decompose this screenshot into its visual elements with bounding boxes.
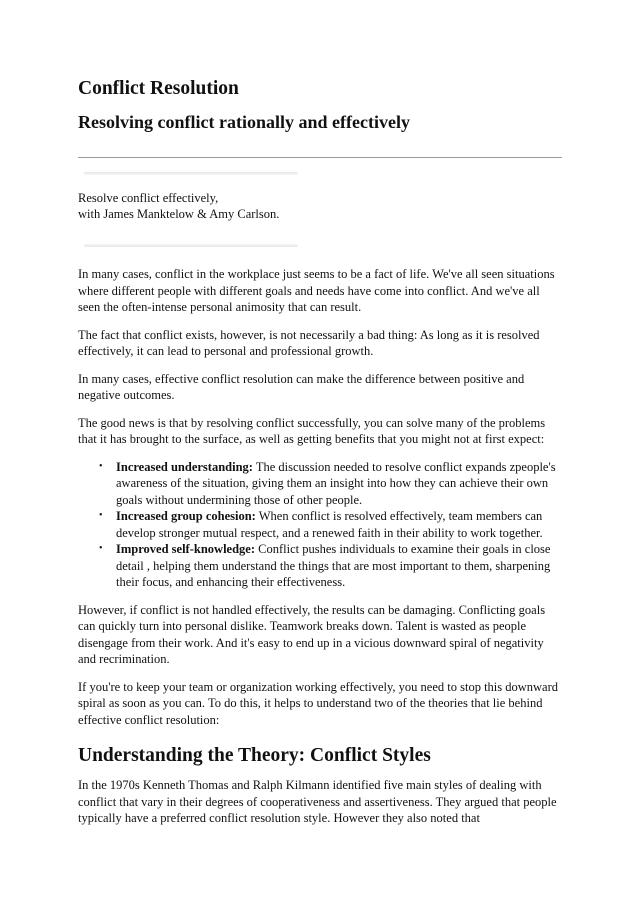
header-divider bbox=[78, 157, 562, 158]
paragraph-conflict-exists: The fact that conflict exists, however, is not necessarily a bad thing: As long as it is resolved effectively, it can lead to personal and professional growth. bbox=[78, 327, 540, 358]
video-embed[interactable] bbox=[78, 172, 562, 248]
benefit-text: The discussion needed to resolve conflict expands zpeople's awareness of the situation, giving them an insight into how they can achieve their own goals without undermining those of other people. bbox=[116, 459, 556, 507]
video-caption bbox=[78, 191, 279, 222]
paragraph-intro: In many cases, conflict in the workplace just seems to be a fact of life. We've all seen situations where different people with different goals and needs have come into conflict. And we've all seen the often-intense personal animosity that can result. bbox=[78, 267, 555, 314]
bullet-icon: • bbox=[99, 510, 103, 521]
paragraph-outcomes: In many cases, effective conflict resolution can make the difference between positive and negative outcomes. bbox=[78, 371, 525, 402]
paragraph-good-news: The good news is that by resolving conflict successfully, you can solve many of the problems that it has brought to the surface, as well as getting benefits that you might not at first expect: bbox=[78, 415, 546, 446]
benefits-list bbox=[78, 459, 562, 591]
bullet-icon: • bbox=[99, 543, 103, 554]
paragraph-downward-spiral: If you're to keep your team or organization working effectively, you need to stop this downward spiral as soon as you can. To do this, it helps to understand two of the theories that lie behind effective conflict resolution: bbox=[78, 679, 559, 727]
benefit-term: Increased group cohesion: bbox=[116, 509, 256, 523]
list-item bbox=[99, 541, 562, 591]
benefit-text: Conflict pushes individuals to examine their goals in close detail , helping them understand the things that are most important to them, sharpening their focus, and enhancing their effectiveness. bbox=[116, 542, 551, 589]
benefit-text: When conflict is resolved effectively, team members can develop stronger mutual respect, and a renewed faith in their ability to work together. bbox=[116, 509, 543, 540]
bullet-icon: • bbox=[99, 460, 103, 472]
page-subtitle: Resolving conflict rationally and effectively bbox=[78, 112, 410, 132]
benefit-term: Improved self-knowledge: bbox=[116, 542, 256, 556]
benefit-term: Increased understanding: bbox=[116, 459, 253, 474]
video-caption-line1: Resolve conflict effectively, bbox=[78, 191, 219, 205]
video-frame-top bbox=[84, 172, 298, 175]
video-frame-bottom bbox=[84, 244, 298, 247]
video-caption-line2: with James Manktelow & Amy Carlson. bbox=[78, 206, 280, 221]
section-heading: Understanding the Theory: Conflict Styles bbox=[78, 745, 431, 766]
list-item bbox=[99, 508, 562, 541]
page-title: Conflict Resolution bbox=[78, 78, 239, 99]
paragraph-damaging: However, if conflict is not handled effectively, the results can be damaging. Conflicting goals can quickly turn into personal dislike. Teamwork breaks down. Talent is wasted as people disengage from their work. And it's easy to end up in a vicious downward spiral of negativity and recrimination. bbox=[78, 602, 546, 666]
paragraph-thomas-kilmann: In the 1970s Kenneth Thomas and Ralph Kilmann identified five main styles of dealing with conflict that vary in their degrees of cooperativeness and assertiveness. They argued that people typically have a preferred conflict resolution style. However they also noted that bbox=[78, 778, 557, 825]
list-item bbox=[99, 459, 562, 509]
document-page bbox=[78, 76, 562, 827]
